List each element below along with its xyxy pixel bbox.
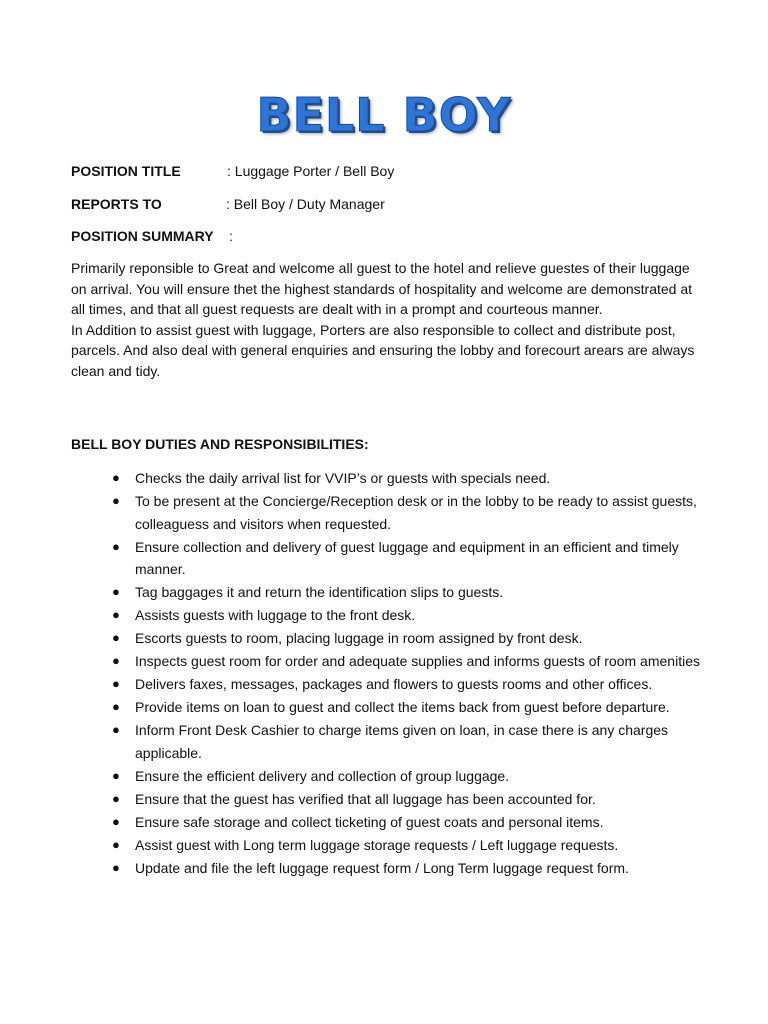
bullet-icon: ● xyxy=(112,813,120,829)
duty-item xyxy=(112,650,712,673)
duty-text: Update and file the left luggage request form / Long Term luggage request form. xyxy=(135,859,629,876)
bullet-icon: ● xyxy=(112,722,120,737)
position-title-value: : Luggage Porter / Bell Boy xyxy=(227,163,395,179)
duty-item xyxy=(112,673,712,696)
bullet-icon: ● xyxy=(112,630,120,645)
duty-text: Tag baggages it and return the identification slips to guests. xyxy=(135,584,504,600)
position-summary-value: : xyxy=(229,228,233,244)
duty-text: Ensure that the guest has verified that all luggage has been accounted for. xyxy=(135,790,596,807)
duty-text: Checks the daily arrival list for VVIP’s or guests with specials need. xyxy=(135,470,551,486)
position-summary-label: POSITION SUMMARY xyxy=(71,228,214,244)
bullet-icon: ● xyxy=(112,607,120,622)
duty-text: Inform Front Desk Cashier to charge items given on loan, in case there is any charges applicable. xyxy=(135,722,669,761)
bullet-icon: ● xyxy=(112,676,120,691)
duty-text: Assist guest with Long term luggage storage requests / Left luggage requests. xyxy=(135,836,619,853)
bullet-icon: ● xyxy=(112,538,120,554)
position-title-label: POSITION TITLE xyxy=(71,163,181,179)
bullet-icon: ● xyxy=(112,470,120,485)
bullet-icon: ● xyxy=(112,699,120,714)
duties-heading: BELL BOY DUTIES AND RESPONSIBILITIES: xyxy=(71,436,369,452)
duty-item xyxy=(112,811,712,834)
position-summary-text xyxy=(71,258,701,382)
duty-text: Delivers faxes, messages, packages and flowers to guests rooms and other offices. xyxy=(135,676,653,692)
document-title: BELL BOY xyxy=(256,88,512,142)
summary-paragraph: In Addition to assist guest with luggage, Porters are also responsible to collect and distribute post, parcels. And also deal with general enquiries and ensuring the lobby and forecourt arears are always clean and tidy. xyxy=(71,321,695,379)
bullet-icon: ● xyxy=(112,493,120,508)
duty-text: Ensure safe storage and collect ticketing of guest coats and personal items. xyxy=(135,813,604,830)
duty-item xyxy=(112,627,712,650)
duty-item xyxy=(112,834,712,857)
duty-text: To be present at the Concierge/Reception desk or in the lobby to be ready to assist guests, colleaguess and visitors when requested. xyxy=(135,493,697,532)
duty-item xyxy=(112,604,712,627)
duty-item xyxy=(112,581,712,604)
summary-paragraph: Primarily reponsible to Great and welcome all guest to the hotel and relieve guestes of their luggage on arrival. You will ensure thet the highest standards of hospitality and welcome are demonstrated at all times, and that all guest requests are dealt with in a prompt and courteous manner. xyxy=(71,260,693,318)
duty-item xyxy=(112,719,712,764)
duty-text: Inspects guest room for order and adequate supplies and informs guests of room amenities xyxy=(135,653,700,669)
bullet-icon: ● xyxy=(112,653,120,668)
bullet-icon: ● xyxy=(112,836,120,852)
bullet-icon: ● xyxy=(112,767,120,783)
duty-text: Assists guests with luggage to the front desk. xyxy=(135,607,416,623)
bullet-icon: ● xyxy=(112,790,120,806)
duty-item xyxy=(112,788,712,811)
duty-text: Provide items on loan to guest and collect the items back from guest before departure. xyxy=(135,699,670,715)
reports-to-label: REPORTS TO xyxy=(71,196,162,212)
duty-text: Escorts guests to room, placing luggage in room assigned by front desk. xyxy=(135,630,583,646)
duty-text: Ensure collection and delivery of guest luggage and equipment in an efficient and timely manner. xyxy=(135,538,679,577)
duties-list xyxy=(112,467,712,880)
duty-text: Ensure the efficient delivery and collection of group luggage. xyxy=(135,767,510,784)
duty-item xyxy=(112,536,712,581)
duty-item xyxy=(112,857,712,880)
duty-item xyxy=(112,467,712,490)
bullet-icon: ● xyxy=(112,584,120,599)
reports-to-value: : Bell Boy / Duty Manager xyxy=(226,196,385,212)
duty-item xyxy=(112,490,712,535)
duty-item xyxy=(112,696,712,719)
duty-item xyxy=(112,765,712,788)
bullet-icon: ● xyxy=(112,859,120,875)
